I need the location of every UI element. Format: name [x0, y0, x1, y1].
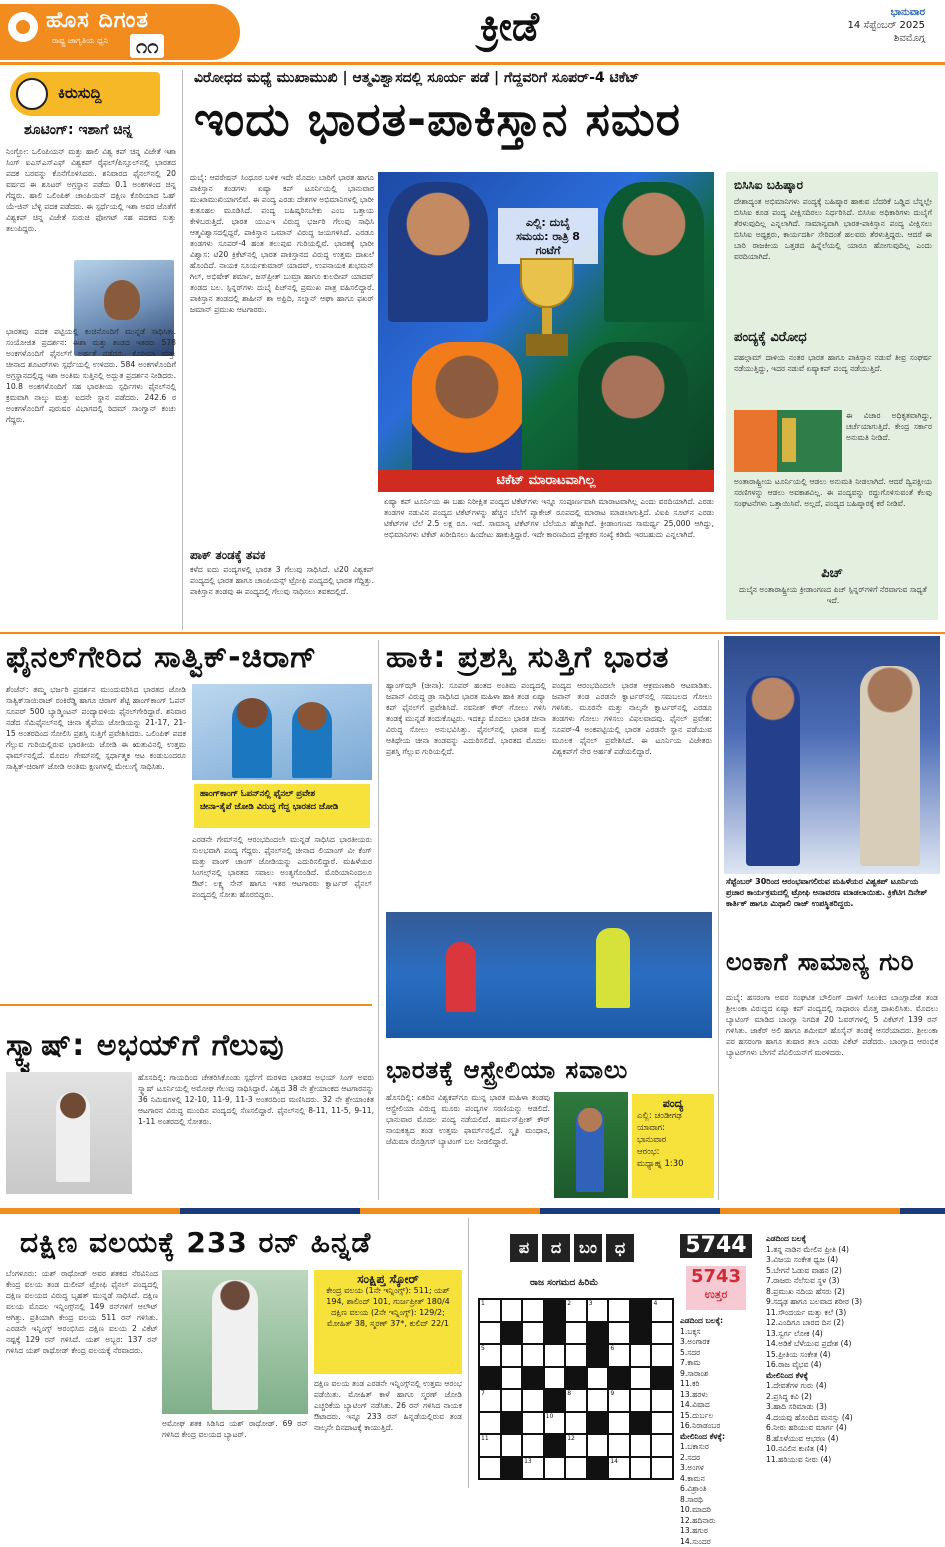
match-venue: ಎಲ್ಲಿ: ದುಬೈ — [510, 216, 586, 230]
answer-item: 1.ಬಕಾಸುರ — [680, 1442, 760, 1453]
crossword-cell — [565, 1457, 587, 1480]
crossword-cell — [501, 1344, 523, 1367]
crossword-cell — [651, 1434, 673, 1457]
captains-photo — [734, 410, 842, 472]
scorecard-box — [314, 1270, 462, 1374]
crossword-block — [544, 1322, 566, 1345]
crossword-cell: 10 — [544, 1412, 566, 1435]
clue-list — [766, 1234, 940, 1484]
answer-item: 15.ದುರ್ಬಲ — [680, 1411, 760, 1422]
section-rule — [0, 632, 945, 634]
lanka-headline: ಲಂಕಾಗೆ ಸಾಮಾನ್ಯ ಗುರಿ — [726, 948, 915, 976]
section-stripe — [0, 1208, 945, 1214]
answer-item: ಮೇಲಿನಿಂದ ಕೆಳಕ್ಕೆ: — [680, 1432, 760, 1443]
sidebar-body-opposition-3: ಅಂತಾರಾಷ್ಟ್ರೀಯ ಟೂರ್ನಿಯಲ್ಲಿ ಆಡಲು ಅನುಮತಿ ನೀಡಲಾಗಿದೆ. ಆದರೆ ದ್ವಿಪಕ್ಷೀಯ ಸರಣಿಗಳನ್ನು ಆಡಲು ಅವಕಾಶವಿಲ್ಲ. ಈ ಪಂದ್ಯವನ್ನು ರದ್ದುಗೊಳಿಸುವಂತೆ ಕೆಲವು ಸಂಘಟನೆಗಳು ಒತ್ತಾಯಿಸಿವೆ. ಅಲ್ಲದೆ, ಪಂದ್ಯದ ಬಹಿಷ್ಕಾರಕ್ಕೆ ಕರೆ ನೀಡಿವೆ. — [734, 476, 932, 560]
answer-item: 11.ಕರಿ — [680, 1379, 760, 1390]
highlight-line: ಹಾಂಗ್‌ಕಾಂಗ್ ಓಪನ್‌ನಲ್ಲಿ ಫೈನಲ್ ಪ್ರವೇಶ — [200, 788, 364, 801]
crossword-block — [630, 1412, 652, 1435]
sidebar-body-opposition-2: ಈ ವಿಚಾರ ಅಧಿಕೃತವಾಗಿದ್ದು, ಚರ್ಚೆಯಾಗುತ್ತಿದೆ. ಕೇಂದ್ರ ಸರ್ಕಾರ ಅನುಮತಿ ನೀಡಿದೆ. — [846, 410, 932, 480]
crossword-cell — [522, 1434, 544, 1457]
crossword-cell — [565, 1412, 587, 1435]
answer-item: 1.ಬಕ್ಕಸ — [680, 1327, 760, 1338]
answer-item: 10.ಮಾದರಿ — [680, 1505, 760, 1516]
lead-headline: ಇಂದು ಭಾರತ-ಪಾಕಿಸ್ತಾನ ಸಮರ — [194, 92, 939, 148]
brief-headline: ಶೂಟಿಂಗ್: ಇಶಾಗೆ ಚಿನ್ನ — [24, 122, 132, 138]
clue-item: 1.ದೇವತೆಗಳ ಗುರು (4) — [766, 1381, 940, 1392]
crossword-cell — [608, 1322, 630, 1345]
ticket-banner: ಟಿಕೆಟ್ ಮಾರಾಟವಾಗಿಲ್ಲ — [378, 470, 714, 492]
start-value: ಮಧ್ಯಾಹ್ನ 1:30 — [637, 1158, 709, 1170]
dateline-date: 14 ಸೆಪ್ಟೆಂಬರ್ 2025 — [847, 19, 925, 32]
crossword-cell — [630, 1389, 652, 1412]
newspaper-logo — [0, 4, 240, 60]
crossword-cell — [479, 1457, 501, 1480]
logo-emblem-icon — [8, 12, 38, 42]
badminton-highlight-box — [194, 784, 370, 828]
duleep-body: ಬೆಂಗಳೂರು: ಯಶ್ ರಾಥೋಡ್ ಅವರ ಶತಕದ ನೆರವಿನಿಂದ ಕೇಂದ್ರ ವಲಯ ತಂಡ ದುಲೀಪ್ ಟ್ರೋಫಿ ಫೈನಲ್ ಪಂದ್ಯದಲ್ಲಿ ದಕ್ಷಿಣ ವಲಯದ ವಿರುದ್ಧ ಬೃಹತ್ ಮುನ್ನಡೆ ಸಾಧಿಸಿದೆ. ದಕ್ಷಿಣ ವಲಯ ಮೊದಲ ಇನ್ನಿಂಗ್ಸ್‌ನಲ್ಲಿ 149 ರನ್‌ಗಳಿಗೆ ಆಲೌಟ್ ಆಗಿತ್ತು. ಪ್ರತಿಯಾಗಿ ಕೇಂದ್ರ ವಲಯ 511 ರನ್ ಗಳಿಸಿತು. ಎರಡನೇ ಇನ್ನಿಂಗ್ಸ್ ಆರಂಭಿಸಿದ ದಕ್ಷಿಣ ವಲಯ 2 ವಿಕೆಟ್ ನಷ್ಟಕ್ಕೆ 129 ರನ್ ಗಳಿಸಿದೆ. ಯಶ್ ಅಬ್ಬರ: 137 ರನ್ ಗಳಿಸಿದ ಯಶ್ ರಾಥೋಡ್ ಕೇಂದ್ರ ವಲಯಕ್ಕೆ ನೆರವಾದರು. — [6, 1268, 158, 1482]
clue-item: 9.ಸದೃಢ ಹಾಗೂ ಬಲವಾದ ಶರೀರ (3) — [766, 1297, 940, 1308]
crossword-grid — [478, 1298, 674, 1480]
start-label: ಆರಂಭ: — [637, 1146, 709, 1158]
crossword-cell — [630, 1434, 652, 1457]
lead-body: ದುಬೈ: ಆಪರೇಷನ್ ಸಿಂಧೂರ ಬಳಿಕ ಇದೇ ಮೊದಲ ಬಾರಿಗೆ ಭಾರತ ಹಾಗೂ ಪಾಕಿಸ್ತಾನ ತಂಡಗಳು ಏಷ್ಯಾ ಕಪ್ ಟೂರ್ನಿಯಲ್ಲಿ ಭಾನುವಾರ ಮುಖಾಮುಖಿಯಾಗಲಿವೆ. ಈ ಪಂದ್ಯ ಎರಡು ದೇಶಗಳ ಅಭಿಮಾನಿಗಳಲ್ಲಿ ಭಾರೀ ಕುತೂಹಲ ಮೂಡಿಸಿದೆ. ಪಂದ್ಯ ಬಹಿಷ್ಕರಿಸಬೇಕು ಎಂಬ ಒತ್ತಾಯ ಕೇಳಿಬರುತ್ತಿದೆ. ಭಾರತ ಯುಎಇ ವಿರುದ್ಧ ಭರ್ಜರಿ ಗೆಲುವು ಸಾಧಿಸಿ ಆತ್ಮವಿಶ್ವಾಸದಲ್ಲಿದ್ದರೆ, ಪಾಕಿಸ್ತಾನ ಒಮಾನ್ ವಿರುದ್ಧ ಜಯಗಳಿಸಿದೆ. ಎರಡೂ ತಂಡಗಳು ಸೂಪರ್-4 ಹಂತ ತಲುಪುವ ಗುರಿಯಲ್ಲಿವೆ. ಭಾರತಕ್ಕೆ ಭಾರೀ ವಿಶ್ವಾಸ: ಟಿ20 ಕ್ರಿಕೆಟ್‌ನಲ್ಲಿ ಭಾರತ ಪಾಕಿಸ್ತಾನದ ವಿರುದ್ಧ ಉತ್ತಮ ದಾಖಲೆ ಹೊಂದಿದೆ. ನಾಯಕ ಸೂರ್ಯಕುಮಾರ್ ಯಾದವ್, ಉಪನಾಯಕ ಶುಭಮನ್ ಗಿಲ್, ಅಭಿಷೇಕ್ ಶರ್ಮಾ, ಜಸ್‌ಪ್ರೀತ್ ಬುಮ್ರಾ ಹಾಗೂ ಕುಲದೀಪ್ ಯಾದವ್ ತಂಡದ ಬಲ. ಸ್ಪಿನ್ನರ್‌ಗಳು ದುಬೈ ಪಿಚ್‌ನಲ್ಲಿ ಪ್ರಮುಖ ಪಾತ್ರ ವಹಿಸಲಿದ್ದಾರೆ. ಪಾಕಿಸ್ತಾನ ತಂಡದಲ್ಲಿ ಶಾಹೀನ್ ಶಾ ಅಫ್ರಿದಿ, ಸಲ್ಮಾನ್ ಆಘಾ ಹಾಗೂ ಫಖರ್ ಜಮಾನ್ ಪ್ರಮುಖ ಆಟಗಾರರು. — [190, 172, 374, 544]
crossword-cell — [630, 1344, 652, 1367]
clue-item: 14.ಅಡಿಕೆ ಬೆಳೆಯುವ ಪ್ರದೇಶ (4) — [766, 1339, 940, 1350]
crossword-cell — [522, 1412, 544, 1435]
clue-item: 4.ದಯವು ಹೊಂದಿದ ಮನಸ್ಸು (4) — [766, 1413, 940, 1424]
sidebar-head-boycott: ಬಿಸಿಸಿಐ ಬಹಿಷ್ಕಾರ — [734, 178, 803, 193]
badminton-headline: ಫೈನಲ್‌ಗೇರಿದ ಸಾತ್ವಿಕ್-ಚಿರಾಗ್ — [6, 640, 317, 675]
answer-item: ಎಡದಿಂದ ಬಲಕ್ಕೆ: — [680, 1316, 760, 1327]
crossword-cell: 5 — [479, 1344, 501, 1367]
crossword-cell — [608, 1434, 630, 1457]
clue-item: 11.ಹರಿಯುವ ನೀರು (4) — [766, 1455, 940, 1466]
clue-item: 3.ವಿಜಯ ಸಂಕೇತ ಧ್ವಜ (4) — [766, 1255, 940, 1266]
briefs-badge — [10, 72, 160, 116]
crossword-block — [522, 1367, 544, 1390]
crossword-cell: 2 — [565, 1299, 587, 1322]
crossword-block — [479, 1367, 501, 1390]
answer-item: 3.ಅಂಗಾರಕ — [680, 1337, 760, 1348]
clue-item: 7.ರಾಜರು ನೆಲೆಸುವ ಸ್ಥಳ (3) — [766, 1276, 940, 1287]
answer-item: 8.ಸಾರಥಿ — [680, 1495, 760, 1506]
clue-heading: ಮೇಲಿನಿಂದ ಕೆಳಕ್ಕೆ — [766, 1371, 940, 1382]
highlight-line: ಚೀನಾ-ತೈಪೆ ಜೋಡಿ ವಿರುದ್ಧ ಗೆದ್ದ ಭಾರತದ ಜೋಡಿ — [200, 801, 364, 814]
crossword-cell: 6 — [608, 1344, 630, 1367]
badminton-body-continued: ಎರಡನೇ ಗೇಮ್‌ನಲ್ಲಿ ಆರಂಭದಿಂದಲೇ ಮುನ್ನಡೆ ಸಾಧಿಸಿದ ಭಾರತೀಯರು ಸುಲಭವಾಗಿ ಪಂದ್ಯ ಗೆದ್ದರು. ಫೈನಲ್‌ನಲ್ಲಿ ಚೀನಾದ ಲಿಯಾಂಗ್ ವೀ ಕೆಂಗ್ ಮತ್ತು ವಾಂಗ್ ಚಾಂಗ್ ಜೋಡಿಯನ್ನು ಎದುರಿಸಲಿದ್ದಾರೆ. ಮಹಿಳೆಯರ ಸಿಂಗಲ್ಸ್‌ನಲ್ಲಿ ಭಾರತದ ಸವಾಲು ಅಂತ್ಯಗೊಂಡಿದೆ. ಮೊರಿಯಾನಿಂದಲೂ ಔಟ್: ಲಕ್ಷ್ಯ ಸೇನ್ ಹಾಗೂ ಇತರ ಆಟಗಾರರು ಕ್ವಾರ್ಟರ್ ಫೈನಲ್ ಪಂದ್ಯದಲ್ಲಿ ಸೋತು ಹೊರಬಿದ್ದರು. — [192, 834, 372, 994]
australia-photo — [554, 1092, 628, 1198]
crossword-block — [587, 1457, 609, 1480]
match-graphic — [378, 172, 714, 492]
hockey-photo — [386, 912, 712, 1038]
when-value: ಭಾನುವಾರ — [637, 1134, 709, 1146]
logo-tagline: ರಾಷ್ಟ್ರ ಜಾಗೃತಿಯ ಧ್ವನಿ — [52, 36, 108, 46]
answer-label: ಉತ್ತರ — [686, 1288, 746, 1302]
briefs-column — [6, 70, 176, 630]
crossword-cell — [501, 1367, 523, 1390]
match-info — [510, 216, 586, 258]
dateline-edition: ಶಿವಮೊಗ್ಗ — [847, 32, 925, 45]
clue-item: 16.ರಾಜ ವೈಭವ (4) — [766, 1360, 940, 1371]
crossword-block — [501, 1322, 523, 1345]
answer-item: 12.ಹದಿನಾರು — [680, 1516, 760, 1527]
clue-item: 15.ಪ್ರೀತಿಯ ಸಂಕೇತ (4) — [766, 1350, 940, 1361]
squash-body: ಹೊಸದಿಲ್ಲಿ: ಗಾಯದಿಂದ ಚೇತರಿಸಿಕೊಂಡು ಸ್ಪರ್ಧೆಗೆ ಮರಳಿದ ಭಾರತದ ಅಭಯ್ ಸಿಂಗ್ ಅವರು ಸ್ಕ್ವಾಷ್ ಟೂರ್ನಿಯಲ್ಲಿ ಅಮೋಘ ಗೆಲುವು ಸಾಧಿಸಿದ್ದಾರೆ. ವಿಶ್ವದ 38 ನೇ ಶ್ರೇಯಾಂಕದ ಆಟಗಾರನನ್ನು 36 ನಿಮಿಷಗಳಲ್ಲಿ 12-10, 11-9, 11-3 ಅಂತರದಿಂದ ಮಣಿಸಿದರು. 32 ನೇ ಶ್ರೇಯಾಂಕಿತ ಆಟಗಾರನ ವಿರುದ್ಧ ಮುಂದಿನ ಪಂದ್ಯದಲ್ಲಿ ಸೆಣಸಲಿದ್ದಾರೆ. ಫೈನಲ್‌ನಲ್ಲಿ 8-11, 11-5, 9-11, 1-11 ಅಂತರದಲ್ಲಿ ಸೋತರು. — [138, 1072, 374, 1196]
answer-item: 3.ಅಂಗಳ — [680, 1463, 760, 1474]
clue-item: 8.ಪ್ರಮುಖ ನದಿಯ ಹೆಸರು (2) — [766, 1287, 940, 1298]
lanka-body: ದುಬೈ: ಹಸರಂಗಾ ಅವರ ಸಂಘಟಿತ ಬೌಲಿಂಗ್ ದಾಳಿಗೆ ಸಿಲುಕಿದ ಬಾಂಗ್ಲಾದೇಶ ತಂಡ ಶ್ರೀಲಂಕಾ ವಿರುದ್ಧದ ಏಷ್ಯಾ ಕಪ್ ಪಂದ್ಯದಲ್ಲಿ ಸಾಧಾರಣ ಮೊತ್ತ ದಾಖಲಿಸಿತು. ಮೊದಲು ಬ್ಯಾಟಿಂಗ್ ಮಾಡಿದ ಬಾಂಗ್ಲಾ ನಿಗದಿತ 20 ಓವರ್‌ಗಳಲ್ಲಿ 5 ವಿಕೆಟ್‌ಗೆ 139 ರನ್ ಗಳಿಸಿತು. ಜಾಕೆರ್ ಅಲಿ ಹಾಗೂ ಶಮೀಮ್ ಹೊಸೈನ್ ತಂಡಕ್ಕೆ ಆಸರೆಯಾದರು. ಶ್ರೀಲಂಕಾ ಪರ ಹಸರಂಗಾ ಹಾಗೂ ತುಷಾರ ತಲಾ ಎರಡು ವಿಕೆಟ್ ಪಡೆದರು. ಬಾಂಗ್ಲಾದ ಆರಂಭಿಕ ಬ್ಯಾಟರ್‌ಗಳು ಬೇಗನೆ ಪೆವಿಲಿಯನ್‌ಗೆ ಮರಳಿದರು. — [726, 992, 938, 1200]
player-photo — [388, 182, 488, 322]
crossword-cell — [501, 1434, 523, 1457]
crossword-cell — [522, 1299, 544, 1322]
crossword-block — [587, 1322, 609, 1345]
dateline-day: ಭಾನುವಾರ — [847, 6, 925, 19]
answer-box — [686, 1266, 746, 1310]
clue-item: 11.ಸೌಂದರ್ಯ ಮತ್ತು ಕಲೆ (3) — [766, 1308, 940, 1319]
duleep-headline: ದಕ್ಷಿಣ ವಲಯಕ್ಕೆ 233 ರನ್ ಹಿನ್ನಡೆ — [20, 1226, 371, 1260]
column-rule — [182, 70, 183, 630]
pak-subhead: ಪಾಕ್ ತಂಡಕ್ಕೆ ತವಕ — [190, 548, 374, 563]
crossword-cell — [630, 1457, 652, 1480]
sidebar-head-opposition: ಪಂದ್ಯಕ್ಕೆ ವಿರೋಧ — [734, 330, 807, 345]
crossword-block — [544, 1434, 566, 1457]
crossword-cell — [651, 1389, 673, 1412]
squash-headline: ಸ್ಕ್ವಾಷ್: ಅಭಯ್‌ಗೆ ಗೆಲುವು — [6, 1028, 285, 1063]
crossword-cell: 3 — [587, 1299, 609, 1322]
answer-item: 14.ವಿಷಾದ — [680, 1400, 760, 1411]
crossword-cell — [565, 1322, 587, 1345]
world-cup-caption: ಸೆಪ್ಟೆಂಬರ್ 30ರಿಂದ ಆರಂಭವಾಗಲಿರುವ ಮಹಿಳೆಯರ ವಿಶ್ವಕಪ್ ಟೂರ್ನಿಯ ಪ್ರಚಾರ ಕಾರ್ಯಕ್ರಮದಲ್ಲಿ ಟ್ರೋಫಿ ಅನಾವರಣ ಮಾಡಲಾಯಿತು. ಕ್ರಿಕೆಟಿಗ ದಿನೇಶ್ ಕಾರ್ತಿಕ್ ಹಾಗೂ ಮಿಥಾಲಿ ರಾಜ್ ಉಪಸ್ಥಿತರಿದ್ದರು. — [726, 876, 938, 940]
crossword-cell — [501, 1299, 523, 1322]
crossword-cell — [630, 1367, 652, 1390]
answer-item: 14.ಸುಂದರ — [680, 1537, 760, 1547]
scorecard-title: ಸಂಕ್ಷಿಪ್ತ ಸ್ಕೋರ್ — [320, 1274, 456, 1285]
crossword-block — [565, 1367, 587, 1390]
crossword-cell: 7 — [479, 1389, 501, 1412]
clue-item: 5.ಬೇಗನೆ ಓಡುವ ವಾಹನ (2) — [766, 1266, 940, 1277]
scorecard-body: ಕೇಂದ್ರ ವಲಯ (1ನೇ ಇನ್ನಿಂಗ್ಸ್): 511; ಯಶ್ 194, ಶಾಲಿಂದ್ 101, ಗುರ್ಜಪ್ರೀತ್ 180/4 ದಕ್ಷಿಣ ವಲಯ (2ನೇ ಇನ್ನಿಂಗ್ಸ್): 129/2; ಮೋಹಿತ್ 38, ಸ್ಮರಣ್ 37*, ಕುಲಿದ್ 22/1 — [320, 1285, 456, 1329]
squash-photo — [6, 1072, 132, 1194]
answer-item: 7.ಕಾಮ — [680, 1358, 760, 1369]
crossword-cell — [565, 1344, 587, 1367]
where-value: ಚಂಡೀಗಢ — [654, 1111, 681, 1121]
answer-item: 16.ನಿರಾಡಂಬರ — [680, 1421, 760, 1432]
ticket-body: ಏಷ್ಯಾ ಕಪ್ ಟೂರ್ನಿಯ ಈ ಬಹು ನಿರೀಕ್ಷಿತ ಪಂದ್ಯದ ಟಿಕೆಟ್‌ಗಳು ಇನ್ನೂ ಸಂಪೂರ್ಣವಾಗಿ ಮಾರಾಟವಾಗಿಲ್ಲ ಎಂದು ವರದಿಯಾಗಿದೆ. ಎರಡು ತಂಡಗಳ ನಡುವಿನ ಪಂದ್ಯದ ಟಿಕೆಟ್‌ಗಳನ್ನು ಹೆಚ್ಚಿನ ಬೆಲೆಗೆ ಪ್ಯಾಕೇಜ್ ರೂಪದಲ್ಲಿ ಮಾರಾಟ ಮಾಡಲಾಗುತ್ತಿದೆ. ವಿಐಪಿ ಸೂಟ್‌ನ ಎರಡು ಟಿಕೆಟ್‌ಗಳ ಬೆಲೆ 2.5 ಲಕ್ಷ ರೂ. ಇದೆ. ಸಾಮಾನ್ಯ ಟಿಕೆಟ್‌ಗಳ ಬೆಲೆಯೂ ಹೆಚ್ಚಾಗಿದೆ. ಕ್ರೀಡಾಂಗಣದ ಸಾಮರ್ಥ್ಯ 25,000 ಆಗಿದ್ದು, ಅಭಿಮಾನಿಗಳು ಟಿಕೆಟ್ ಖರೀದಿಸಲು ಹಿಂದೇಟು ಹಾಕುತ್ತಿದ್ದಾರೆ. ಇದೇ ಕಾರಣದಿಂದ ಪ್ರೇಕ್ಷಕರ ಸಂಖ್ಯೆ ಕಡಿಮೆ ಇರಬಹುದು ಎನ್ನಲಾಗಿದೆ. — [384, 496, 714, 616]
australia-headline: ಭಾರತಕ್ಕೆ ಆಸ್ಟ್ರೇಲಿಯಾ ಸವಾಲು — [386, 1056, 628, 1084]
clue-item: 12.ಎಂದಿಗೂ ಬಾರದ ದಿನ (2) — [766, 1318, 940, 1329]
answer-list — [680, 1316, 760, 1484]
duleep-body-continued: ದಕ್ಷಿಣ ವಲಯ ತಂಡ ಎರಡನೇ ಇನ್ನಿಂಗ್ಸ್‌ನಲ್ಲಿ ಉತ್ತಮ ಆರಂಭ ಪಡೆಯಿತು. ಮೋಹಿತ್ ಕಾಳೆ ಹಾಗೂ ಸ್ಮರಣ್ ಜೋಡಿ ಎಚ್ಚರಿಕೆಯ ಬ್ಯಾಟಿಂಗ್ ನಡೆಸಿತು. 26 ರನ್ ಗಳಿಸಿದ ನಾಯಕ ಔಟಾದರು. ಇನ್ನೂ 233 ರನ್ ಹಿನ್ನಡೆಯಲ್ಲಿರುವ ತಂಡ ನಾಲ್ಕನೇ ದಿನದಾಟಕ್ಕೆ ಕಾಯುತ್ತಿದೆ. — [314, 1378, 462, 1482]
crossword-block — [501, 1457, 523, 1480]
dateline — [847, 6, 925, 45]
clue-item: 3.ಹಾದಿ ಸರಿಮಾಡು (3) — [766, 1402, 940, 1413]
batter-photo-caption: ಅಮೋಘ ಶತಕ ಸಿಡಿಸಿದ ಯಶ್ ರಾಥೋಡ್. 69 ರನ್ ಗಳಿಸಿದ ಕೇಂದ್ರ ವಲಯದ ಬ್ಯಾಟರ್. — [162, 1418, 308, 1482]
crossword-cell — [651, 1412, 673, 1435]
clue-item: 10.ನವಿಲಿನ ಕುಣಿತ (4) — [766, 1444, 940, 1455]
crossword-block — [630, 1299, 652, 1322]
crossword-cell — [522, 1322, 544, 1345]
crossword-cell — [479, 1322, 501, 1345]
clue-item: 8.ಹೊಳೆಯುವ ಆಭರಣ (4) — [766, 1434, 940, 1445]
column-rule — [718, 640, 719, 1200]
crossword-cell: 12 — [565, 1434, 587, 1457]
match-details-box — [632, 1094, 714, 1198]
crossword-cell — [479, 1412, 501, 1435]
crossword-cell: 8 — [565, 1389, 587, 1412]
clue-heading: ಎಡದಿಂದ ಬಲಕ್ಕೆ — [766, 1234, 940, 1245]
world-cup-event-photo — [724, 636, 940, 874]
masthead — [0, 0, 945, 64]
crossword-cell: 1 — [479, 1299, 501, 1322]
section-rule — [0, 1004, 372, 1006]
lead-kicker: ವಿರೋಧದ ಮಧ್ಯೆ ಮುಖಾಮುಖಿ | ಆತ್ಮವಿಶ್ವಾಸದಲ್ಲಿ ಸೂರ್ಯ ಪಡೆ | ಗೆದ್ದವರಿಗೆ ಸೂಪರ್-4 ಟಿಕೆಟ್ — [194, 70, 939, 86]
sidebar-body-pitch: ದುಬೈನ ಅಂತಾರಾಷ್ಟ್ರೀಯ ಕ್ರೀಡಾಂಗಣದ ಪಿಚ್ ಸ್ಪಿನ್ನರ್‌ಗಳಿಗೆ ನೆರವಾಗುವ ಸಾಧ್ಯತೆ ಇದೆ. — [734, 584, 932, 616]
answer-item: 2.ಸದರ — [680, 1453, 760, 1464]
crossword-title-letter: ದ — [542, 1234, 570, 1262]
crossword-cell: 4 — [651, 1299, 673, 1322]
crossword-block — [651, 1367, 673, 1390]
crossword-title-letter: ಧ — [606, 1234, 634, 1262]
clue-item: 2.ಪ್ರಸಿದ್ಧ ಕವಿ (2) — [766, 1392, 940, 1403]
sidebar-body-opposition: ಪಹಲ್ಗಾಮ್ ದಾಳಿಯ ನಂತರ ಭಾರತ ಹಾಗೂ ಪಾಕಿಸ್ತಾನ ನಡುವೆ ತೀವ್ರ ಸಂಘರ್ಷ ನಡೆಯುತ್ತಿದ್ದು, ಇದರ ನಡುವೆ ಏಷ್ಯಾಕಪ್ ಪಂದ್ಯ ನಡೆಯುತ್ತಿದೆ. — [734, 352, 932, 408]
player-photo — [604, 182, 704, 322]
trophy-icon — [512, 258, 582, 368]
masthead-rule — [0, 62, 945, 65]
badminton-photo — [192, 684, 372, 780]
crossword-block — [544, 1389, 566, 1412]
brief-body-continued: ಭಾರತವು ಪದಕ ಪಟ್ಟಿಯಲ್ಲಿ ಕಂಚಿನೊಂದಿಗೆ ಮುನ್ನಡೆ ಸಾಧಿಸಿತು. ಸಂಯೋಜಿತ ಪ್ರದರ್ಶನ: ಈಶಾ ಮತ್ತು ತಂಡದ ಇತರರು 578 ಅಂಕಗಳೊಂದಿಗೆ ಫೈನಲ್‌ಗೆ ಅರ್ಹತೆ ಪಡೆದರು. ಕೊರಿಯಾ ಮತ್ತು ಚೀನಾದ ಶೂಟರ್‌ಗಳು ಸ್ಪರ್ಧೆಯಲ್ಲಿ ಉಳಿದರು. 584 ಅಂಕಗಳೊಂದಿಗೆ ಅಗ್ರಸ್ಥಾನದಲ್ಲಿದ್ದ ಇಶಾ ಅಂತಿಮ ಸುತ್ತಿನಲ್ಲಿ ಅದ್ಭುತ ಪ್ರದರ್ಶನ ನೀಡಿದರು. 10.8 ಅಂಕಗಳೊಂದಿಗೆ ಸಹ ಭಾರತೀಯ ಸ್ಪರ್ಧಿಗಳು ಫೈನಲ್‌ನಲ್ಲಿ ಕ್ರಮವಾಗಿ ನಾಲ್ಕು ಮತ್ತು ಐದನೇ ಸ್ಥಾನ ಪಡೆದರು. 242.6 ರ ಅಂಕಗಳೊಂದಿಗೆ ಪುರುಷರ ವಿಭಾಗದಲ್ಲಿ ರಿದಮ್ ಸಾಂಗ್ವಾನ್ ಕಂಚು ಗೆದ್ದರು. — [6, 326, 176, 630]
answer-item: 9.ಸಾರಾಂಶ — [680, 1369, 760, 1380]
puzzle-number: 5744 — [680, 1234, 752, 1258]
answer-number: 5743 — [686, 1266, 746, 1288]
logo-title: ಹೊಸ ದಿಗಂತ — [46, 8, 149, 33]
answer-item: 6.ವಿಶ್ರಾಂತಿ — [680, 1484, 760, 1495]
crossword-cell — [587, 1367, 609, 1390]
clue-item: 13.ಸ್ವರ್ಗ ಲೋಕ (4) — [766, 1329, 940, 1340]
crossword-title-letter: ಪ — [510, 1234, 538, 1262]
answer-item: 13.ಹಗುರ — [680, 1526, 760, 1537]
crossword-block — [608, 1367, 630, 1390]
column-rule — [468, 1218, 469, 1488]
answer-item: 5.ಸದರ — [680, 1348, 760, 1359]
where-label: ಎಲ್ಲಿ: — [637, 1111, 652, 1121]
clue-item: 6.ನೀರು ಹರಿಯುವ ಮಾರ್ಗ (4) — [766, 1423, 940, 1434]
sidebar-body-boycott: ದೇಶಾದ್ಯಂತ ಅಭಿಮಾನಿಗಳು ಪಂದ್ಯಕ್ಕೆ ಬಹಿಷ್ಕಾರ ಹಾಕುವ ಬೆದರಿಕೆ ಒಡ್ಡಿದ ಬೆನ್ನಲ್ಲೇ ಬಿಸಿಸಿಐ ಕೂಡ ಪಂದ್ಯ ವೀಕ್ಷಿಸದಿರಲು ನಿರ್ಧರಿಸಿದೆ. ಬಿಸಿಸಿಐ ಅಧಿಕಾರಿಗಳು ದುಬೈಗೆ ತೆರಳುವುದಿಲ್ಲ ಎನ್ನಲಾಗಿದೆ. ಸಾಮಾನ್ಯವಾಗಿ ಭಾರತ-ಪಾಕಿಸ್ತಾನ ಪಂದ್ಯ ವೀಕ್ಷಿಸಲು ಬಿಸಿಸಿಐ ಅಧ್ಯಕ್ಷರು, ಕಾರ್ಯದರ್ಶಿ ಸೇರಿದಂತೆ ಹಲವರು ತೆರಳುತ್ತಿದ್ದರು. ಆದರೆ ಈ ಬಾರಿ ರಾಜಕೀಯ ಒತ್ತಡದ ಹಿನ್ನೆಲೆಯಲ್ಲಿ ಯಾರೂ ಹೋಗುವುದಿಲ್ಲ ಎಂದು ವರದಿಯಾಗಿದೆ. — [734, 196, 932, 324]
crossword-cell — [651, 1344, 673, 1367]
crossword-cell: 14 — [608, 1457, 630, 1480]
crossword-cell — [544, 1457, 566, 1480]
sidebar-box — [726, 172, 938, 620]
pak-body: ಕಳೆದ ಐದು ಪಂದ್ಯಗಳಲ್ಲಿ ಭಾರತ 3 ಗೆಲುವು ಸಾಧಿಸಿದೆ. ಟಿ20 ವಿಶ್ವಕಪ್ ಪಂದ್ಯದಲ್ಲಿ ಭಾರತ ಹಾಗೂ ಚಾಂಪಿಯನ್ಸ್ ಟ್ರೋಫಿ ಪಂದ್ಯದಲ್ಲಿ ಭಾರತ ಗೆದ್ದಿತ್ತು. ಪಾಕಿಸ್ತಾನ ತಂಡವು ಈ ಪಂದ್ಯದಲ್ಲಿ ಗೆಲುವು ಸಾಧಿಸಲು ತವಕದಲ್ಲಿದೆ. — [190, 564, 374, 624]
answer-item: 4.ಕಾಮನ — [680, 1474, 760, 1485]
crossword-cell — [501, 1389, 523, 1412]
match-details-title: ಪಂದ್ಯ — [637, 1098, 709, 1110]
brief-body: ನಿಂಗ್ಬೋ: ಒಲಿಂಪಿಯನ್ ಮತ್ತು ಹಾಲಿ ವಿಶ್ವ ಕಪ್ ಚಿನ್ನ ವಿಜೇತೆ ಇಶಾ ಸಿಂಗ್ ಐಎಸ್‌ಎಸ್‌ಎಫ್ ವಿಶ್ವಕಪ್ ರೈಫಲ್/ಪಿಸ್ತೂಲ್‌ನಲ್ಲಿ ಭಾರತದ ಪದಕ ಬರವನ್ನು ಕೊನೆಗೊಳಿಸಿದರು. ಶನಿವಾರದ ಫೈನಲ್‌ನಲ್ಲಿ 20 ವರ್ಷದ ಈ ಶೂಟರ್ ಅಗ್ರಸ್ಥಾನ ಪಡೆದು 0.1 ಅಂಕಗಳಿಂದ ಚಿನ್ನ ಗೆದ್ದರು. ಹಾಲಿ ಒಲಿಂಪಿಕ್ ಚಾಂಪಿಯನ್ ದಕ್ಷಿಣ ಕೊರಿಯಾದ ಓಹ್ ಯೆ-ಜಿನ್ ಬೆಳ್ಳಿ ಪದಕ ಪಡೆದರು. ಈ ಸ್ಪರ್ಧೆಯಲ್ಲಿ ಇಶಾ ಅವರ ಜೊತೆಗೆ ವಿಶ್ವಕಪ್ ಚಿನ್ನ ವಿಜೇತೆ ಸುರುಚಿ ಫೋಗಟ್ ಸಹ ಪದಕದ ಸುತ್ತು ತಲುಪಿದ್ದರು. — [6, 146, 176, 324]
crossword-title-letter: ಬಂ — [574, 1234, 602, 1262]
crossword-cell — [608, 1412, 630, 1435]
answer-item: 13.ಹರಳು — [680, 1390, 760, 1401]
hockey-body: ಹ್ಯಾಂಗ್‌ಝೌ (ಚೀನಾ): ಸೂಪರ್ ಹಂತದ ಅಂತಿಮ ಪಂದ್ಯದಲ್ಲಿ ಜಪಾನ್ ವಿರುದ್ಧ ಡ್ರಾ ಸಾಧಿಸಿದ ಭಾರತ ಮಹಿಳಾ ಹಾಕಿ ತಂಡ ಏಷ್ಯಾ ಕಪ್ ಫೈನಲ್‌ಗೆ ಪ್ರವೇಶಿಸಿದೆ. ನವನೀತ್ ಕೌರ್ ಗೋಲು ಗಳಿಸಿ ತಂಡಕ್ಕೆ ಮುನ್ನಡೆ ತಂದುಕೊಟ್ಟರು. ಇದಕ್ಕೂ ಮೊದಲು ಭಾರತ ಚೀನಾ ವಿರುದ್ಧ ಸೋಲು ಅನುಭವಿಸಿತ್ತು. ಫೈನಲ್‌ನಲ್ಲಿ ಭಾರತ ಮತ್ತೆ ಆತಿಥೇಯ ಚೀನಾ ತಂಡವನ್ನು ಎದುರಿಸಲಿದೆ. ಭಾರತದ ಮೊದಲ ಪ್ರಶಸ್ತಿ ಗೆಲ್ಲುವ ಗುರಿಯಲ್ಲಿದೆ. — [386, 680, 546, 910]
crossword-cell — [587, 1434, 609, 1457]
crossword-title — [510, 1234, 634, 1262]
when-label: ಯಾವಾಗ: — [637, 1122, 709, 1134]
briefs-label: ಕಿರುಸುದ್ದಿ — [58, 84, 102, 102]
crossword-cell — [522, 1344, 544, 1367]
crossword-cell — [522, 1389, 544, 1412]
crossword-cell: 9 — [608, 1389, 630, 1412]
hand-icon — [16, 78, 48, 110]
crossword-block — [587, 1344, 609, 1367]
batter-photo — [162, 1270, 308, 1414]
crossword-cell — [651, 1457, 673, 1480]
clue-item: 1.ತನ್ನ ನಾಡಿನ ಮೇಲಿನ ಪ್ರೀತಿ (4) — [766, 1245, 940, 1256]
hockey-body-continued: ಪಂದ್ಯದ ಆರಂಭದಿಂದಲೇ ಭಾರತ ಆಕ್ರಮಣಕಾರಿ ಆಟವಾಡಿತು. ಜಪಾನ್ ತಂಡ ಎರಡನೇ ಕ್ವಾರ್ಟರ್‌ನಲ್ಲಿ ಸಮಬಲದ ಗೋಲು ಗಳಿಸಿತು. ಮೂರನೇ ಮತ್ತು ನಾಲ್ಕನೇ ಕ್ವಾರ್ಟರ್‌ನಲ್ಲಿ ಎರಡೂ ತಂಡಗಳು ಗೋಲು ಗಳಿಸಲು ವಿಫಲವಾದವು. ಫೈನಲ್ ಪ್ರವೇಶ: ಸೂಪರ್-4 ಅಂಕಪಟ್ಟಿಯಲ್ಲಿ ಭಾರತ ಎರಡನೇ ಸ್ಥಾನ ಪಡೆಯುವ ಮೂಲಕ ಫೈನಲ್ ಪ್ರವೇಶಿಸಿದೆ. ಈ ಟೂರ್ನಿಯ ವಿಜೇತರು ವಿಶ್ವಕಪ್‌ಗೆ ನೇರ ಅರ್ಹತೆ ಪಡೆಯಲಿದ್ದಾರೆ. — [552, 680, 712, 910]
crossword-cell — [651, 1322, 673, 1345]
column-rule — [378, 640, 379, 1200]
crossword-block — [501, 1412, 523, 1435]
crossword-cell — [608, 1299, 630, 1322]
australia-body: ಹೊಸದಿಲ್ಲಿ: ಏಕದಿನ ವಿಶ್ವಕಪ್‌ಗೂ ಮುನ್ನ ಭಾರತ ಮಹಿಳಾ ತಂಡವು ಆಸ್ಟ್ರೇಲಿಯಾ ವಿರುದ್ಧ ಮೂರು ಪಂದ್ಯಗಳ ಸರಣಿಯನ್ನು ಆಡಲಿದೆ. ಭಾನುವಾರ ಮೊದಲ ಪಂದ್ಯ ನಡೆಯಲಿದೆ. ಹರ್ಮನ್‌ಪ್ರೀತ್ ಕೌರ್ ನಾಯಕತ್ವದ ತಂಡ ಉತ್ತಮ ಫಾರ್ಮ್‌ನಲ್ಲಿದೆ. ಸ್ಮೃತಿ ಮಂಧಾನ, ಜೆಮಿಮಾ ರೊಡ್ರಿಗಸ್ ಬ್ಯಾಟಿಂಗ್ ಬಲ ನೀಡಲಿದ್ದಾರೆ. — [386, 1092, 550, 1200]
crossword-cell: 11 — [479, 1434, 501, 1457]
crossword-subtitle: ರಾಜ ಸಂಗಮದ ಹಿರಿಮೆ — [530, 1278, 598, 1288]
crossword-block — [587, 1412, 609, 1435]
crossword-cell — [587, 1389, 609, 1412]
page-number: ೧೧ — [130, 34, 164, 58]
section-title: ಕ್ರೀಡೆ — [480, 4, 539, 50]
crossword-cell: 13 — [522, 1457, 544, 1480]
sidebar-head-pitch: ಪಿಚ್ — [726, 566, 938, 581]
crossword-cell — [544, 1344, 566, 1367]
crossword-block — [630, 1322, 652, 1345]
crossword-cell — [544, 1367, 566, 1390]
badminton-body: ಶೆಂಜೆನ್: ತಮ್ಮ ಭರ್ಜರಿ ಪ್ರದರ್ಶನ ಮುಂದುವರಿಸಿದ ಭಾರತದ ಜೋಡಿ ಸಾತ್ವಿಕ್‌ಸಾಯಿರಾಜ್ ರಂಕಿರೆಡ್ಡಿ ಹಾಗೂ ಚಿರಾಗ್ ಶೆಟ್ಟಿ ಹಾಂಗ್‌ಕಾಂಗ್ ಓಪನ್ ಸೂಪರ್ 500 ಬ್ಯಾಡ್ಮಿಂಟನ್ ಪಂದ್ಯಾವಳಿಯ ಫೈನಲ್‌ಗೇರಿದ್ದಾರೆ. ಶನಿವಾರ ನಡೆದ ಸೆಮಿಫೈನಲ್‌ನಲ್ಲಿ ಚೀನಾ ತೈಪೆಯ ಜೋಡಿಯನ್ನು 21-17, 21-15 ಅಂತರದಿಂದ ಸೋಲಿಸಿ ಪ್ರಶಸ್ತಿ ಸುತ್ತಿಗೆ ಪ್ರವೇಶಿಸಿದರು. ಒಲಿಂಪಿಕ್ ಪದಕ ಗೆಲ್ಲುವ ಗುರಿಯಲ್ಲಿರುವ ಭಾರತೀಯ ಜೋಡಿ ಈ ಋತುವಿನಲ್ಲಿ ಉತ್ತಮ ಫಾರ್ಮ್‌ನಲ್ಲಿದೆ. ಮೊದಲ ಗೇಮ್‌ನಲ್ಲಿ ಸ್ಪರ್ಧಾತ್ಮಕ ಆಟ ಕಂಡುಬಂದರೂ ಸಾತ್ವಿಕ್-ಚಿರಾಗ್ ಜೋಡಿ ಅಂತಿಮ ಕ್ಷಣಗಳಲ್ಲಿ ಮೇಲುಗೈ ಸಾಧಿಸಿತು. — [6, 684, 186, 994]
hockey-headline: ಹಾಕಿ: ಪ್ರಶಸ್ತಿ ಸುತ್ತಿಗೆ ಭಾರತ — [386, 640, 669, 675]
match-time: ಸಮಯ: ರಾತ್ರಿ 8 ಗಂಟೆಗೆ — [510, 230, 586, 258]
crossword-block — [544, 1299, 566, 1322]
